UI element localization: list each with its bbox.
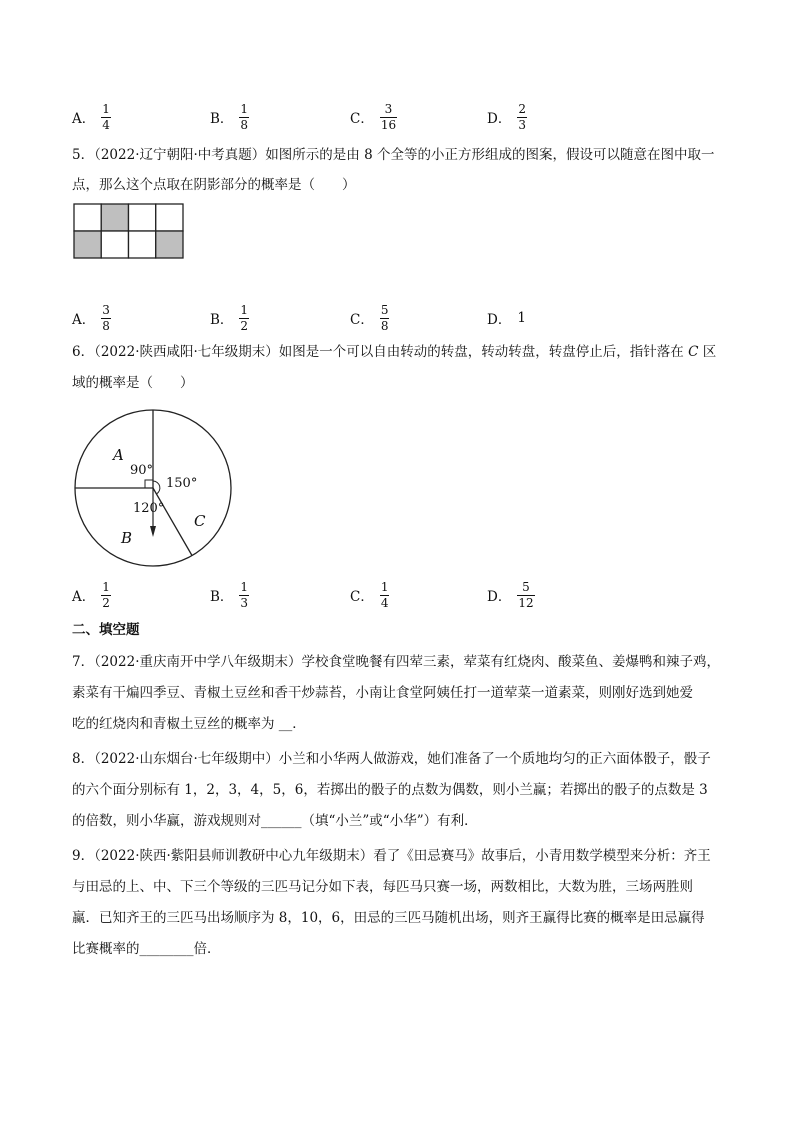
grid-cell-shaded — [74, 231, 101, 258]
q5-option-a — [72, 298, 111, 338]
denominator: 12 — [518, 595, 534, 610]
option-label: A． — [72, 589, 96, 605]
denominator: 4 — [102, 117, 110, 132]
q9-text-line-4: 比赛概率的________倍． — [72, 941, 221, 957]
angle-label-150: 150° — [166, 476, 198, 491]
fraction — [517, 580, 534, 611]
fraction — [517, 102, 527, 133]
q9-text-line-3: 赢．已知齐王的三匹马出场顺序为 8，10，6，田忌的三匹马随机出场，则齐王赢得比赛的概率是田忌赢得 — [72, 910, 705, 926]
square-grid-figure — [73, 203, 186, 261]
angle-label-90: 90° — [130, 463, 154, 478]
numerator: 5 — [522, 579, 530, 594]
denominator: 4 — [380, 595, 389, 610]
top-option-c — [350, 97, 397, 137]
option-label: C． — [350, 111, 374, 127]
q6-option-c — [350, 575, 389, 615]
option-label: D． — [487, 589, 512, 605]
option-label: A． — [72, 111, 96, 127]
grid-cell — [156, 204, 183, 231]
section-title: 二、填空题 — [72, 622, 140, 638]
fraction — [239, 580, 249, 611]
numerator: 1 — [102, 101, 110, 116]
option-label: A． — [72, 312, 96, 328]
q8-text-line-3: 的倍数，则小华赢，游戏规则对______（填“小兰”或“小华”）有利． — [72, 813, 478, 829]
q7-text-line-2: 素菜有干煸四季豆、青椒土豆丝和香干炒蒜苔，小南让食堂阿姨任打一道荤菜一道素菜，则刚好选到她爱 — [72, 685, 693, 701]
q5-option-b — [210, 298, 249, 338]
option-label: C． — [350, 312, 374, 328]
top-option-d — [487, 97, 527, 137]
grid-cell-shaded — [156, 231, 183, 258]
angle-label-120: 120° — [133, 501, 165, 516]
fraction — [380, 580, 390, 611]
q6-text-line-1 — [72, 342, 716, 362]
denominator: 8 — [380, 318, 389, 333]
option-label: D． — [487, 312, 512, 328]
numerator: 1 — [240, 101, 249, 116]
q6-text-line-2: 域的概率是（ ） — [72, 375, 194, 391]
numerator: 3 — [102, 302, 110, 317]
option-label: B． — [210, 111, 234, 127]
fraction — [380, 303, 390, 334]
q5-option-c — [350, 298, 389, 338]
q5-text-line-2: 点，那么这个点取在阴影部分的概率是（ ） — [72, 177, 356, 193]
numerator: 3 — [384, 101, 393, 116]
numerator: 1 — [240, 579, 249, 594]
denominator: 2 — [102, 595, 110, 610]
numerator: 2 — [518, 101, 526, 116]
top-option-a — [72, 97, 111, 137]
denominator: 16 — [380, 117, 397, 132]
fraction — [101, 303, 111, 334]
denominator: 3 — [240, 595, 249, 610]
fraction — [239, 102, 249, 133]
q7-text-line-1: 7．（2022·重庆南开中学八年级期末）学校食堂晚餐有四荤三素，荤菜有红烧肉、酸菜鱼、姜爆鸭和辣子鸡， — [72, 654, 720, 670]
divider-line-bottom-right — [153, 488, 192, 556]
denominator: 8 — [240, 117, 249, 132]
denominator: 2 — [240, 318, 249, 333]
angle-arc-mark — [153, 481, 160, 494]
numerator: 1 — [240, 302, 249, 317]
q9-text-line-2: 与田忌的上、中、下三个等级的三匹马记分如下表，每匹马只赛一场，两数相比，大数为胜，三场两胜则 — [72, 879, 693, 895]
grid-cell — [101, 231, 128, 258]
right-angle-mark — [145, 480, 153, 488]
sector-label-b: B — [121, 529, 133, 547]
grid-cell-shaded — [101, 204, 128, 231]
fraction — [101, 102, 111, 133]
q5-text-line-1: 5．（2022·辽宁朝阳·中考真题）如图所示的是由 8 个全等的小正方形组成的图案，假设可以随意在图中取一 — [72, 147, 715, 163]
sector-label-a: A — [113, 446, 124, 464]
sector-label-c: C — [194, 512, 206, 530]
q6-option-b — [210, 575, 249, 615]
numerator: 1 — [102, 579, 110, 594]
q6-variable-c: C — [688, 344, 699, 360]
denominator: 8 — [102, 318, 110, 333]
q7-text-line-3: 吃的红烧肉和青椒土豆丝的概率为 __． — [72, 716, 306, 732]
option-label: B． — [210, 589, 234, 605]
fraction — [101, 580, 111, 611]
q8-text-line-2: 的六个面分别标有 1，2，3，4，5，6，若掷出的骰子的点数为偶数，则小兰赢；若掷出的骰子的点数是 3 — [72, 782, 708, 798]
q5-option-d — [487, 298, 526, 338]
grid-cell — [74, 204, 101, 231]
option-label: B． — [210, 312, 234, 328]
q6-option-a — [72, 575, 111, 615]
fraction — [239, 303, 249, 334]
grid-cell — [129, 204, 156, 231]
grid-cell — [129, 231, 156, 258]
option-label: C． — [350, 589, 374, 605]
spinner-figure — [70, 405, 240, 575]
denominator: 3 — [518, 117, 526, 132]
top-option-b — [210, 97, 249, 137]
q6-text-after: 区 — [702, 344, 717, 360]
fraction — [380, 102, 397, 133]
q6-option-d — [487, 575, 535, 615]
numerator: 5 — [380, 302, 389, 317]
pointer-arrowhead — [150, 526, 156, 537]
option-label: D． — [487, 111, 512, 127]
q8-text-line-1: 8．（2022·山东烟台·七年级期中）小兰和小华两人做游戏，她们准备了一个质地均匀的正六面体骰子，骰子 — [72, 751, 711, 767]
q9-text-line-1: 9．（2022·陕西·紫阳县师训教研中心九年级期末）看了《田忌赛马》故事后，小青用数学模型来分析：齐王 — [72, 848, 711, 864]
numerator: 1 — [380, 579, 389, 594]
q6-text-before: 6．（2022·陕西咸阳·七年级期末）如图是一个可以自由转动的转盘，转动转盘，转盘停止后，指针落在 — [72, 344, 684, 360]
option-value: 1 — [517, 310, 526, 326]
